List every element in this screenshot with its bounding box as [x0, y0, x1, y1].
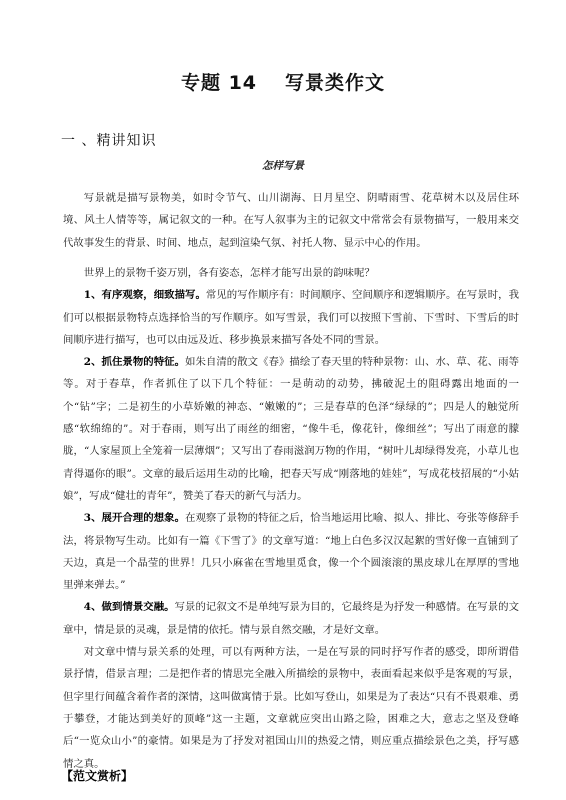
- method-1-text: 常见的写作顺序有：时间顺序、空间顺序和逻辑顺序。在写景时，我们可以根据景物特点选择恰当的写作顺序。如写雪景，我们可以按照下雪前、下雪时、下雪后的时间顺序进行描写，也可以由远及近、移步换景来描写各处不同的雪景。: [63, 289, 520, 346]
- question-paragraph: 世界上的景物千姿万别，各有姿态，怎样才能写出景的韵味呢？: [83, 267, 375, 279]
- method-2-text: 如朱自清的散文《春》描绘了春天里的特种景物：山、水、草、花、雨等等。对于春草，作者抓住了以下几个特征：一是萌动的动势，拂破泥土的阻碍露出地面的一个“钻”字；二是初生的小草娇嫩的神态、“嫩嫩的”；三是春草的色泽“绿绿的”；四是人的触觉所感“软绵绵的”。对于春雨，则写出了雨丝的细密，“像牛毛，像花针，像细丝”；写出了雨意的朦胧，“人家屋顶上全笼着一层薄烟”；又写出了春雨滋润万物的作用，“树叶儿却绿得发亮，小草儿也青得逼你的眼”。文章的最后运用生动的比喻，把春天写成“刚落地的娃娃”，写成花枝招展的“小姑娘”，写成“健壮的青年”，赞美了春天的新气与活力。: [63, 356, 520, 502]
- page-title: [0, 68, 566, 95]
- intro-block: [63, 187, 519, 254]
- method-1-lead: 1、有序观察，细致描写。: [83, 289, 206, 302]
- method-paragraph-2: [63, 351, 519, 507]
- article-title: 怎样写景: [262, 160, 304, 172]
- method-3-lead: 3、展开合理的想象。: [83, 512, 186, 525]
- main-block: [63, 262, 519, 775]
- method-2-lead: 2、抓住景物的特征。: [83, 356, 186, 369]
- method-paragraph-3: [63, 507, 519, 596]
- intro-paragraph: 写景就是描写景物美，如时令节气、山川湖海、日月星空、阴晴雨雪、花草树木以及居住环境、风土人情等等，属记叙文的一种。在写人叙事为主的记叙文中常常会有景物描写，一般用来交代故事发生的背景、时间、地点，起到渲染气氛、衬托人物、显示中心的作用。: [63, 192, 519, 249]
- topic-title: 写景类作文: [285, 72, 386, 94]
- section-label-model-essay: 【范文赏析】: [61, 769, 134, 783]
- topic-label: 专题 14: [180, 72, 258, 94]
- method-paragraph-5: 对文章中情与景关系的处理，可以有两种方法，一是在写景的同时抒写作者的感受，即所谓借景抒情，借景言理；二是把作者的情思完全融入所描绘的景物中，表面看起来似乎是客观的写景，但字里行间蕴含着作者的深情，这叫做寓情于景。比如写登山，如果是为了表达“只有不畏艰难、勇于攀登，才能达到美好的顶峰”这一主题，文章就应突出山路之险，困难之大，意志之坚及登峰后“一览众山小”的豪情。如果是为了抒发对祖国山川的热爱之情，则应重点描绘景色之美，抒写感情之真。: [63, 646, 519, 770]
- method-4-text: 写景的记叙文不是单纯写景为目的，它最终是为抒发一种感情。在写景的文章中，情是景的灵魂，景是情的依托。情与景自然交融，才是好文章。: [63, 601, 520, 636]
- method-paragraph-1: [63, 284, 519, 351]
- method-paragraph-4: [63, 596, 519, 641]
- method-3-text: 在观察了景物的特征之后，恰当地运用比喻、拟人、排比、夸张等修辞手法，将景物写生动。比如有一篇《下雪了》的文章写道：“地上白色多汉汉起絮的雪好像一直铺到了天边，真是一个晶莹的世界！几只小麻雀在雪地里觅食，像一个个圆滚滚的黑皮球儿在厚厚的雪地里弹来弹去。”: [63, 512, 520, 592]
- section-heading: 一 、精讲知识: [61, 133, 157, 149]
- method-4-lead: 4、做到情景交融。: [83, 601, 175, 614]
